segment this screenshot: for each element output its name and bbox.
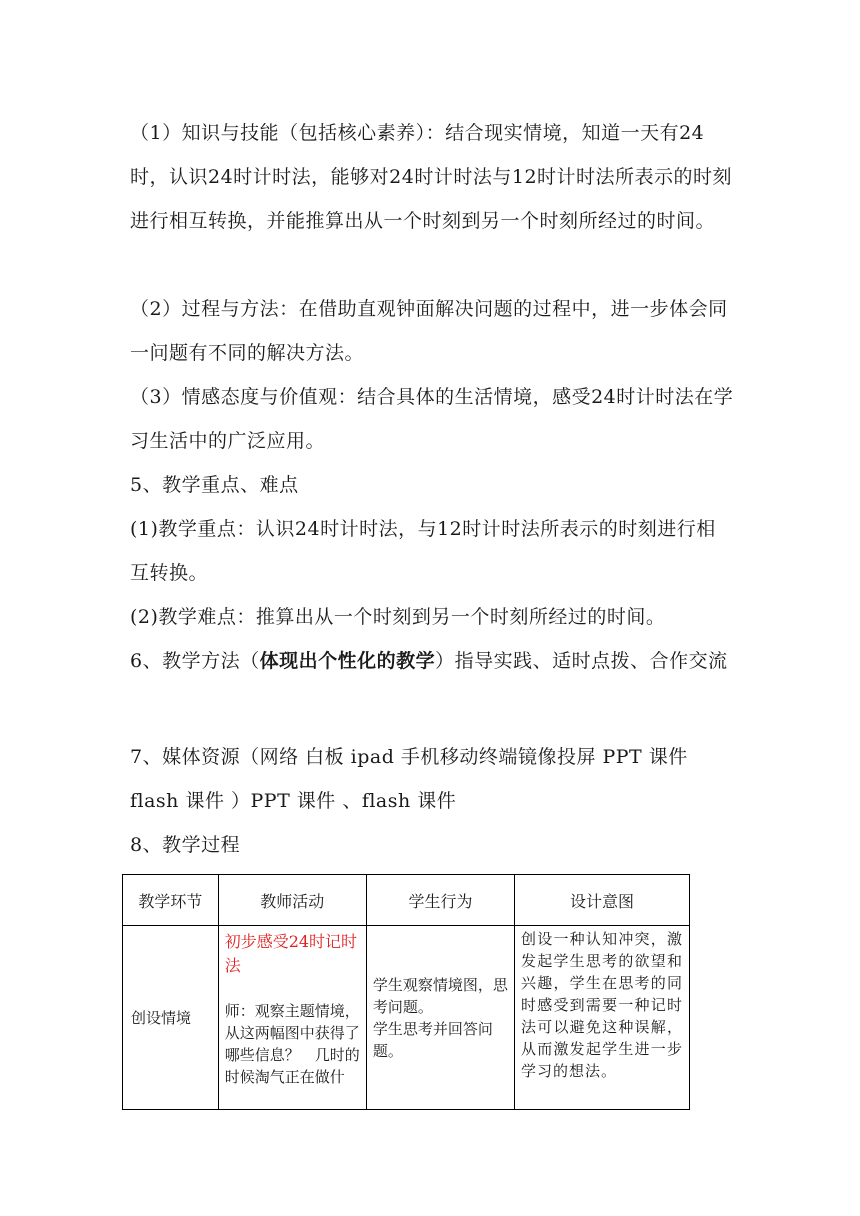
table-row bbox=[123, 926, 690, 1110]
objective-knowledge: （1）知识与技能（包括核心素养）：结合现实情境，知道一天有24时，认识24时计时法，能够对24时计时法与12时计时法所表示的时刻进行相互转换，并能推算出从一个时刻到另一个时刻所经过的时间。 bbox=[130, 122, 733, 232]
section5-difficulty: (2)教学难点：推算出从一个时刻到另一个时刻所经过的时间。 bbox=[130, 606, 666, 628]
section8-heading: 8、教学过程 bbox=[130, 834, 241, 856]
section6-prefix: 6、教学方法（ bbox=[130, 650, 260, 672]
student-behavior-2: 学生思考并回答问题。 bbox=[372, 1019, 493, 1060]
header-design: 设计意图 bbox=[515, 875, 690, 926]
header-student: 学生行为 bbox=[366, 875, 514, 926]
table-header-row bbox=[123, 875, 690, 926]
header-teacher: 教师活动 bbox=[218, 875, 366, 926]
design-cell: 创设一种认知冲突，激发起学生思考的欲望和兴趣，学生在思考的同时感受到需要一种记时法可以避免这种误解，从而激发起学生进一步学习的想法。 bbox=[515, 926, 690, 1110]
section6-suffix: ）指导实践、适时点拨、合作交流 bbox=[435, 650, 728, 672]
section6-bold: 体现出个性化的教学 bbox=[259, 650, 436, 672]
teacher-activity-text: 师：观察主题情境，从这两幅图中获得了哪些信息？ 几时的时候淘气正在做什 bbox=[224, 1002, 360, 1086]
teacher-activity-title: 初步感受24时记时法 bbox=[224, 932, 358, 975]
teacher-spacer bbox=[225, 978, 360, 1000]
section5-heading: 5、教学重点、难点 bbox=[130, 474, 299, 496]
objective-process: （2）过程与方法：在借助直观钟面解决问题的过程中，进一步体会同一问题有不同的解决方法。 bbox=[130, 298, 728, 364]
teacher-cell bbox=[218, 926, 366, 1110]
header-stage: 教学环节 bbox=[123, 875, 219, 926]
objective-emotion: （3）情感态度与价值观：结合具体的生活情境，感受24时计时法在学习生活中的广泛应用。 bbox=[130, 386, 734, 452]
section5-key-point: (1)教学重点：认识24时计时法，与12时计时法所表示的时刻进行相互转换。 bbox=[130, 518, 716, 584]
section6-methods bbox=[130, 639, 735, 683]
stage-cell: 创设情境 bbox=[123, 926, 219, 1110]
student-behavior-1: 学生观察情境图，思考问题。 bbox=[372, 975, 508, 1016]
student-cell bbox=[366, 926, 514, 1110]
teaching-process-table bbox=[122, 874, 690, 1110]
section7-media: 7、媒体资源（网络 白板 ipad 手机移动终端镜像投屏 PPT 课件 flash 课件 ）PPT 课件 、flash 课件 bbox=[130, 746, 688, 812]
